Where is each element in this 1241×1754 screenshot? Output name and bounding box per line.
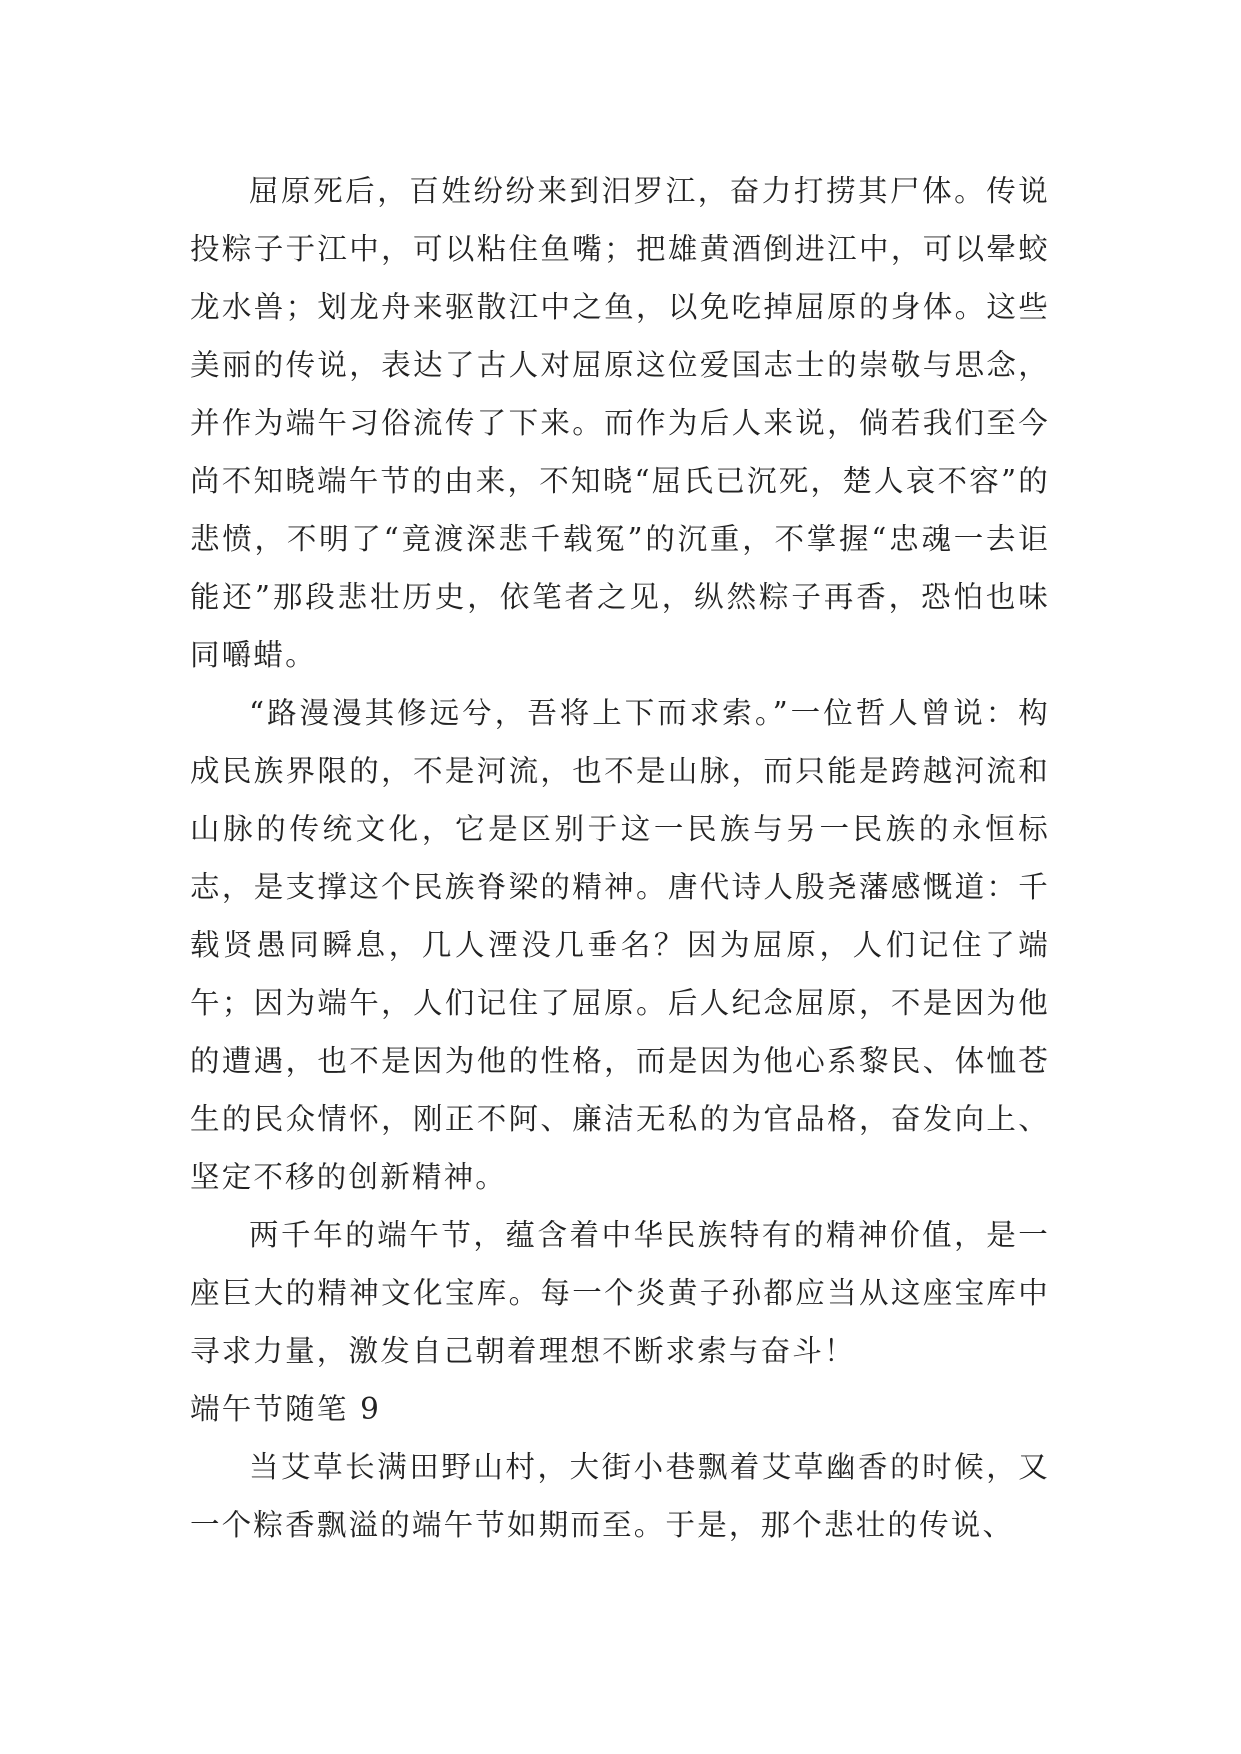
section-heading: 端午节随笔 9 [190,1392,382,1426]
paragraph-2: “路漫漫其修远兮，吾将上下而求索。”一位哲人曾说：构成民族界限的，不是河流，也不是山脉，而只能是跨越河流和山脉的传统文化，它是区别于这一民族与另一民族的永恒标志，是支撑这个民族脊梁的精神。唐代诗人殷尧藩感慨道：千载贤愚同瞬息，几人湮没几垂名？因为屈原，人们记住了端午；因为端午，人们记住了屈原。后人纪念屈原，不是因为他的遭遇，也不是因为他的性格，而是因为他心系黎民、体恤苍生的民众情怀，刚正不阿、廉洁无私的为官品格，奋发向上、坚定不移的创新精神。 [190,696,1050,1194]
document-body [190,162,1050,1554]
paragraph-1: 屈原死后，百姓纷纷来到汨罗江，奋力打捞其尸体。传说投粽子于江中，可以粘住鱼嘴；把雄黄酒倒进江中，可以晕蛟龙水兽；划龙舟来驱散江中之鱼，以免吃掉屈原的身体。这些美丽的传说，表达了古人对屈原这位爱国志士的崇敬与思念，并作为端午习俗流传了下来。而作为后人来说，倘若我们至今尚不知晓端午节的由来，不知晓“屈氏已沉死，楚人哀不容”的悲愤，不明了“竟渡深悲千载冤”的沉重，不掌握“忠魂一去讵能还”那段悲壮历史，依笔者之见，纵然粽子再香，恐怕也味同嚼蜡。 [190,174,1050,672]
section-paragraph: 当艾草长满田野山村，大街小巷飘着艾草幽香的时候，又一个粽香飘溢的端午节如期而至。于是，那个悲壮的传说、 [190,1450,1050,1542]
paragraph-3: 两千年的端午节，蕴含着中华民族特有的精神价值，是一座巨大的精神文化宝库。每一个炎黄子孙都应当从这座宝库中寻求力量，激发自己朝着理想不断求索与奋斗！ [190,1218,1050,1368]
